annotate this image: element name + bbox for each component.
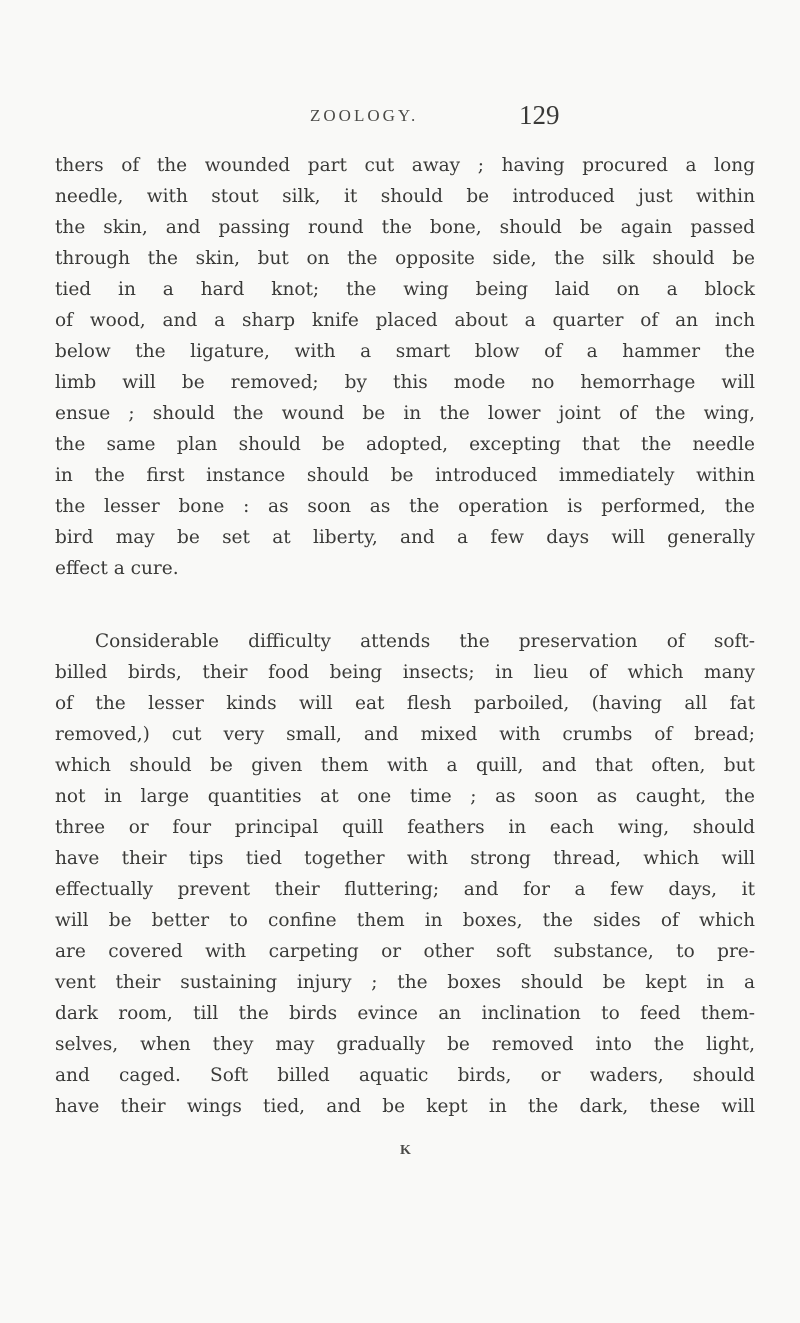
running-title: ZOOLOGY. bbox=[310, 106, 419, 125]
text-line: of wood, and a sharp knife placed about a quarter of an inch bbox=[55, 310, 755, 331]
paragraph-gap bbox=[55, 584, 755, 626]
text-line: limb will be removed; by this mode no hemorrhage will bbox=[55, 372, 755, 393]
text-line: bird may be set at liberty, and a few days will generally bbox=[55, 527, 755, 548]
paragraph-2 bbox=[55, 626, 755, 1122]
text-line: dark room, till the birds evince an inclination to feed them- bbox=[55, 1003, 755, 1024]
text-line: below the ligature, with a smart blow of a hammer the bbox=[55, 341, 755, 362]
text-line: are covered with carpeting or other soft substance, to pre- bbox=[55, 941, 755, 962]
text-line: and caged. Soft billed aquatic birds, or waders, should bbox=[55, 1065, 755, 1086]
text-line: of the lesser kinds will eat flesh parboiled, (having all fat bbox=[55, 693, 755, 714]
text-line: ensue ; should the wound be in the lower joint of the wing, bbox=[55, 403, 755, 424]
text-line: have their tips tied together with strong thread, which will bbox=[55, 848, 755, 869]
text-line: needle, with stout silk, it should be introduced just within bbox=[55, 186, 755, 207]
text-line: thers of the wounded part cut away ; having procured a long bbox=[55, 155, 755, 176]
text-line: selves, when they may gradually be removed into the light, bbox=[55, 1034, 755, 1055]
paragraph-1 bbox=[55, 150, 755, 584]
text-line: effectually prevent their fluttering; and for a few days, it bbox=[55, 879, 755, 900]
text-line: the same plan should be adopted, excepting that the needle bbox=[55, 434, 755, 455]
text-line: three or four principal quill feathers in each wing, should bbox=[55, 817, 755, 838]
text-line: have their wings tied, and be kept in the dark, these will bbox=[55, 1096, 755, 1117]
text-line: through the skin, but on the opposite side, the silk should be bbox=[55, 248, 755, 269]
text-line: effect a cure. bbox=[55, 558, 179, 579]
text-line: billed birds, their food being insects; in lieu of which many bbox=[55, 662, 755, 683]
text-line: not in large quantities at one time ; as soon as caught, the bbox=[55, 786, 755, 807]
text-line: tied in a hard knot; the wing being laid on a block bbox=[55, 279, 755, 300]
body-text bbox=[55, 150, 755, 1122]
text-line: Considerable difficulty attends the preservation of soft- bbox=[95, 631, 755, 652]
text-line: the skin, and passing round the bone, should be again passed bbox=[55, 217, 755, 238]
text-line: removed,) cut very small, and mixed with crumbs of bread; bbox=[55, 724, 755, 745]
text-line: in the first instance should be introduced immediately within bbox=[55, 465, 755, 486]
text-line: which should be given them with a quill, and that often, but bbox=[55, 755, 755, 776]
text-line: the lesser bone : as soon as the operation is performed, the bbox=[55, 496, 755, 517]
page-number: 129 bbox=[519, 100, 560, 130]
running-head bbox=[0, 100, 800, 140]
signature-mark: K bbox=[400, 1143, 411, 1158]
text-line: vent their sustaining injury ; the boxes should be kept in a bbox=[55, 972, 755, 993]
text-line: will be better to confine them in boxes, the sides of which bbox=[55, 910, 755, 931]
